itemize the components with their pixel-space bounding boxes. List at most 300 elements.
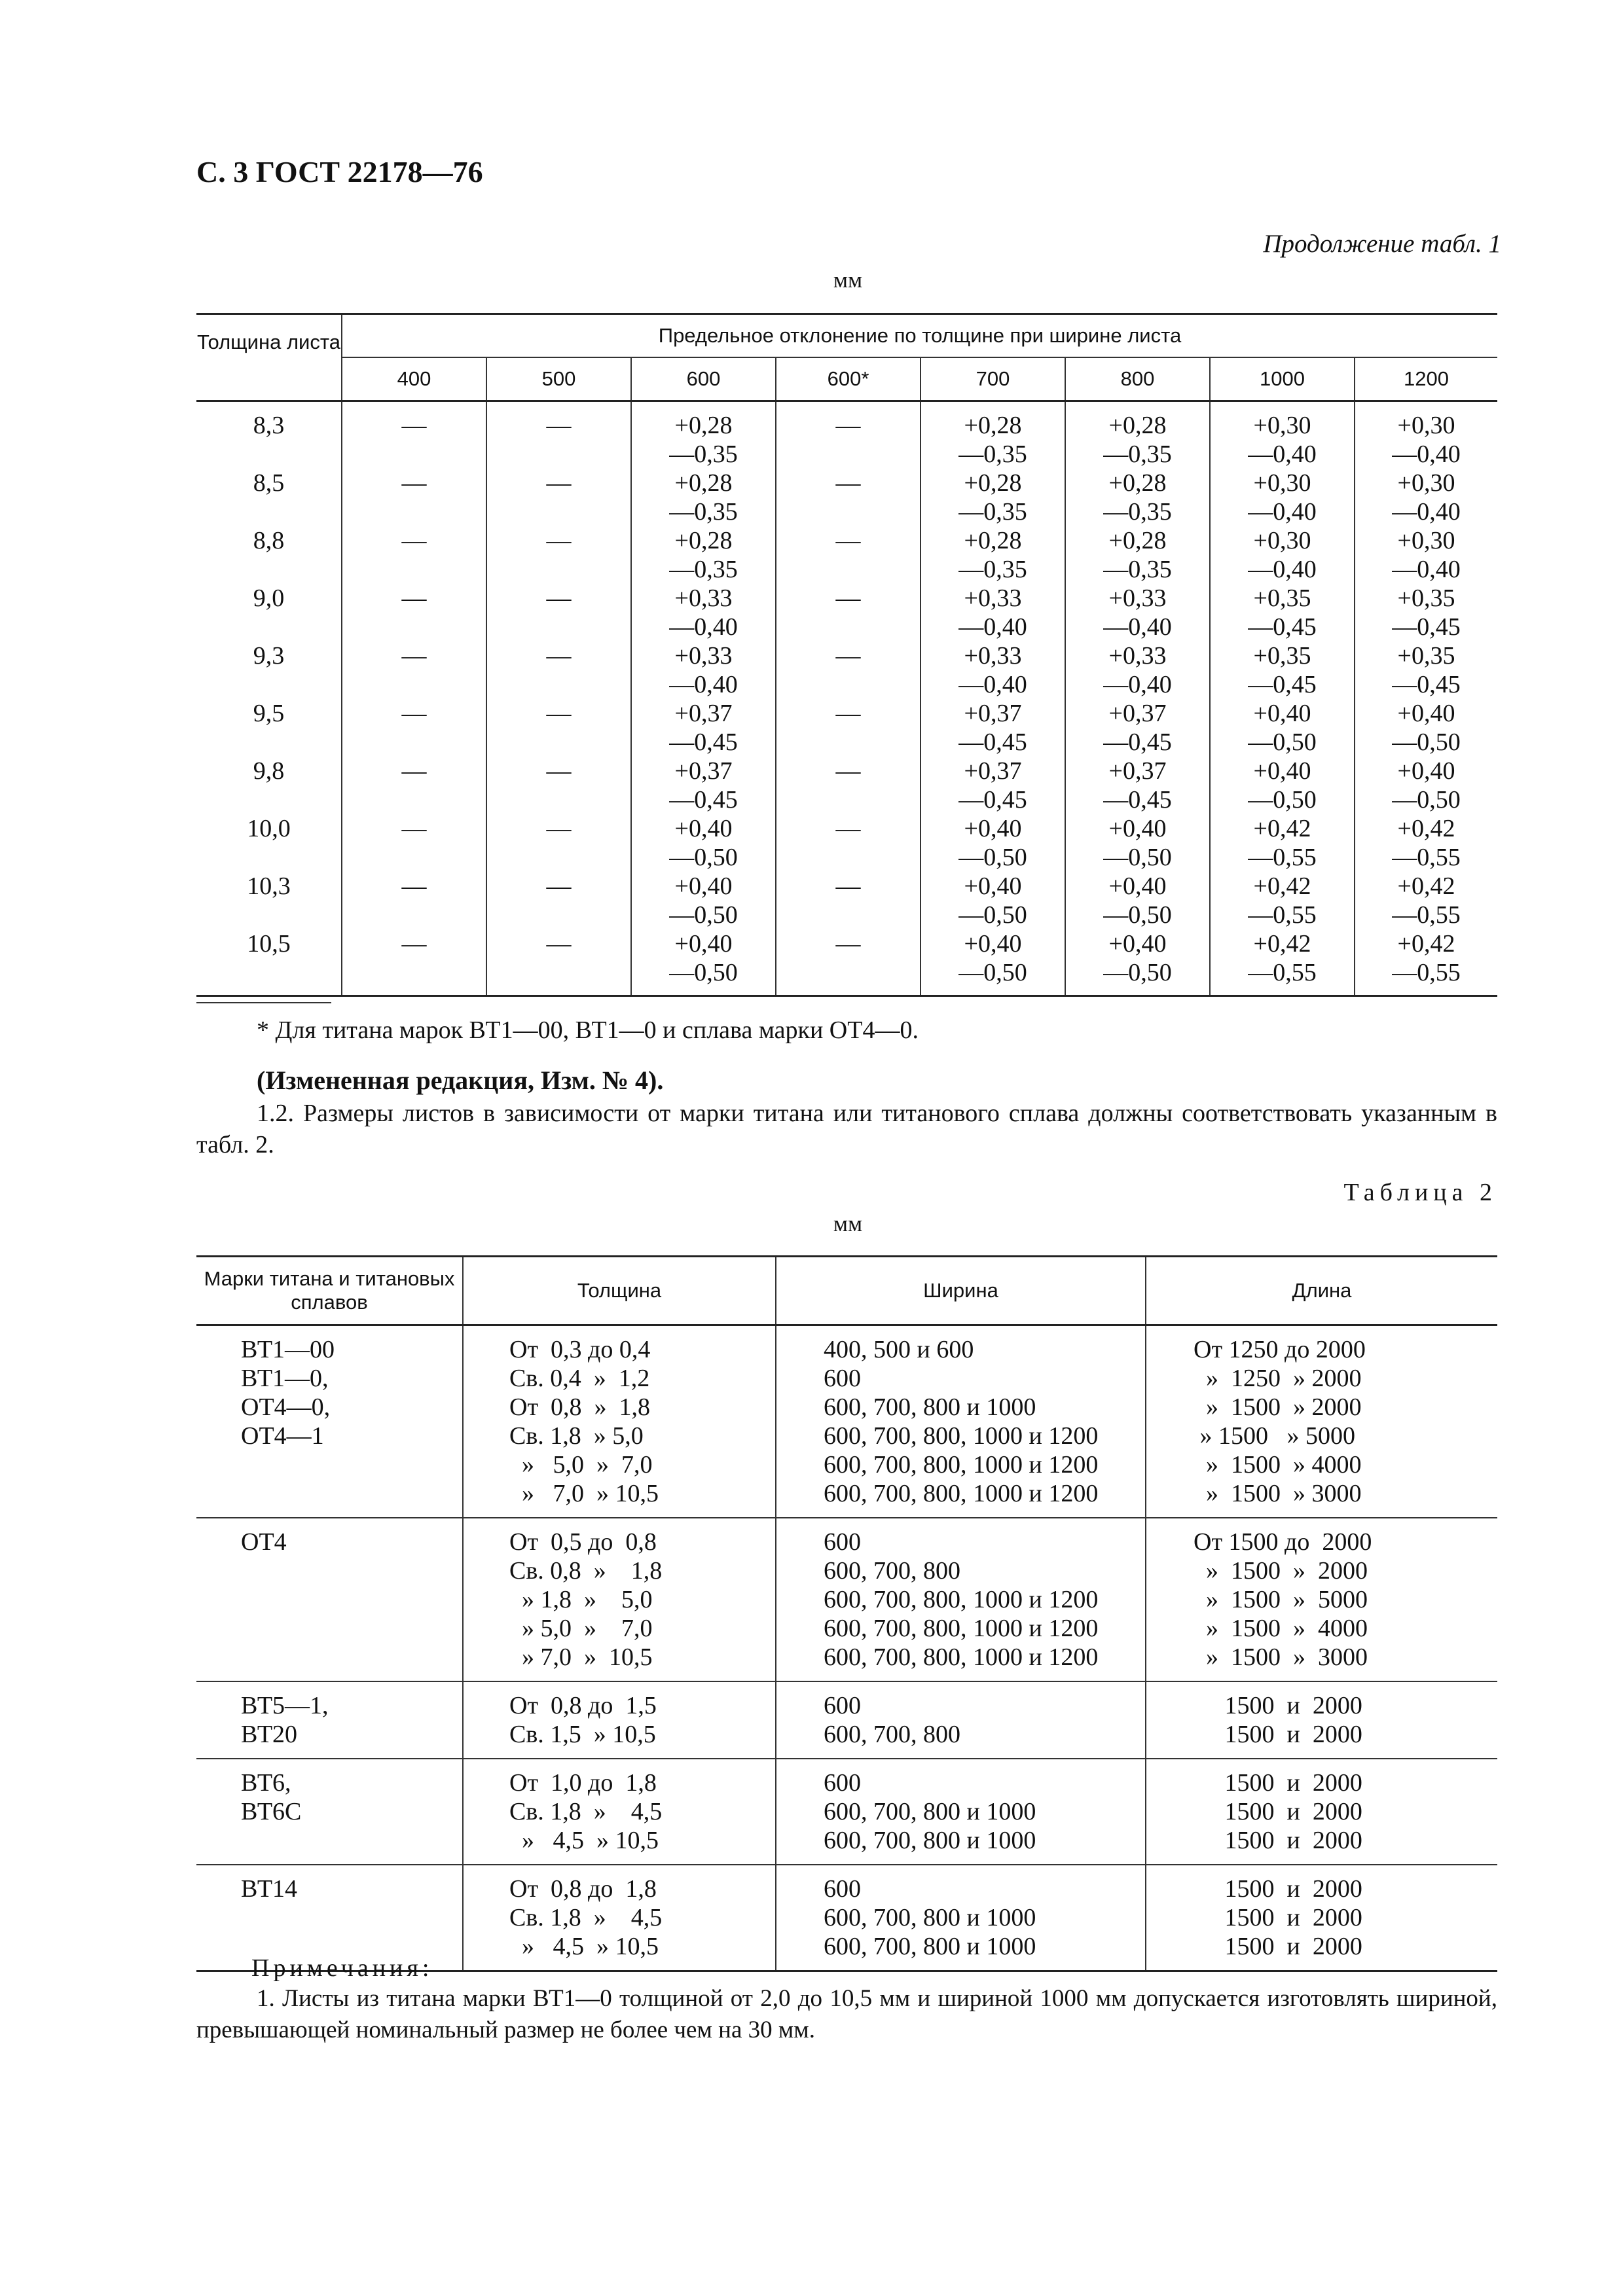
tolerance-value: +0,40 <box>674 872 733 900</box>
tolerance-value: +0,35 <box>1253 584 1311 612</box>
tolerance-value: —0,45 <box>669 728 738 756</box>
tolerance-value: —0,50 <box>1392 786 1461 814</box>
cell-line: От 0,3 до 0,4 <box>509 1336 651 1363</box>
table1-tolerance-cell <box>631 699 776 757</box>
tolerance-value: +0,33 <box>1108 584 1167 612</box>
cell-line: ОТ4—0, <box>241 1393 331 1421</box>
tolerance-value: — <box>835 642 861 670</box>
cell-line: ВТ14 <box>241 1875 298 1903</box>
table2-width-cell <box>776 1865 1146 1971</box>
tolerance-value: +0,40 <box>1253 757 1311 785</box>
changed-edition-note: (Измененная редакция, Изм. № 4). <box>257 1066 664 1095</box>
tolerance-value: — <box>401 815 427 842</box>
table2-column-header: Марки титана и титановых сплавов <box>196 1257 463 1325</box>
table2-thickness-cell <box>463 1865 776 1971</box>
tolerance-value: —0,45 <box>669 786 738 814</box>
table2-grade-cell <box>196 1325 463 1518</box>
tolerance-value: —0,55 <box>1248 901 1317 929</box>
table1-tolerance-cell <box>921 699 1065 757</box>
table1-tolerance-cell <box>631 814 776 872</box>
table2-title: Таблица 2 <box>1343 1179 1497 1206</box>
table-row <box>196 1681 1497 1759</box>
table1-tolerance-cell <box>631 401 776 469</box>
tolerance-value: +0,40 <box>1108 872 1167 900</box>
table1-tolerance-cell <box>921 584 1065 641</box>
cell-line: 1500 и 2000 <box>1194 1904 1362 1931</box>
table2-width-cell <box>776 1518 1146 1681</box>
cell-line: ОТ4—1 <box>241 1422 324 1450</box>
tolerance-value: —0,45 <box>1392 671 1461 698</box>
tolerance-value: — <box>546 412 572 439</box>
table2-grade-cell <box>196 1681 463 1759</box>
tolerance-value: —0,35 <box>958 440 1027 468</box>
table1-tolerance-cell <box>342 469 486 526</box>
cell-line: ОТ4 <box>241 1528 287 1556</box>
cell-line: От 0,5 до 0,8 <box>509 1528 657 1556</box>
tolerance-value: +0,40 <box>674 930 733 958</box>
tolerance-value: — <box>401 412 427 439</box>
table1-tolerance-cell <box>342 641 486 699</box>
tolerance-value: +0,37 <box>964 757 1022 785</box>
cell-line: 600, 700, 800 <box>824 1557 960 1585</box>
table1-tolerance-cell <box>342 526 486 584</box>
table-row <box>196 757 1497 814</box>
tolerance-value: —0,35 <box>669 556 738 583</box>
table-row <box>196 814 1497 872</box>
table2-column-header: Толщина <box>463 1257 776 1325</box>
tolerance-value: —0,50 <box>1103 844 1172 871</box>
tolerance-value: — <box>546 642 572 670</box>
table1-group-header: Предельное отклонение по толщине при ширине листа <box>342 314 1497 358</box>
tolerance-value: +0,28 <box>674 527 733 554</box>
cell-line: 600, 700, 800, 1000 и 1200 <box>824 1643 1099 1671</box>
table-row <box>196 469 1497 526</box>
tolerance-value: —0,35 <box>1103 440 1172 468</box>
table1-tolerance-cell <box>921 929 1065 996</box>
tolerance-value: —0,50 <box>1248 728 1317 756</box>
table2-thickness-cell <box>463 1681 776 1759</box>
tolerance-value: — <box>401 700 427 727</box>
tolerance-value: +0,33 <box>1108 642 1167 670</box>
cell-line: 600, 700, 800 и 1000 <box>824 1798 1036 1825</box>
tolerance-value: +0,30 <box>1253 469 1311 497</box>
table2-length-cell <box>1146 1681 1497 1759</box>
table1-width-header: 1000 <box>1210 357 1355 401</box>
tolerance-value: —0,45 <box>1103 728 1172 756</box>
tolerance-value: +0,30 <box>1397 527 1455 554</box>
table1-tolerance-cell <box>1355 469 1497 526</box>
table1-tolerance-cell <box>921 814 1065 872</box>
tolerance-value: —0,45 <box>1248 671 1317 698</box>
table1-tolerance-cell <box>631 584 776 641</box>
cell-line: » 1,8 » 5,0 <box>509 1586 653 1613</box>
tolerance-value: — <box>401 872 427 900</box>
table1-tolerance-cell <box>921 469 1065 526</box>
tolerance-value: —0,50 <box>1103 901 1172 929</box>
cell-line: От 0,8 до 1,5 <box>509 1692 657 1719</box>
tolerance-value: — <box>835 930 861 958</box>
cell-line: 600, 700, 800, 1000 и 1200 <box>824 1615 1099 1642</box>
table1-tolerance-cell <box>486 699 631 757</box>
tolerance-value: — <box>546 757 572 785</box>
table2-thickness-cell <box>463 1325 776 1518</box>
table1-tolerance-cell <box>921 872 1065 929</box>
cell-line: » 7,0 » 10,5 <box>509 1643 653 1671</box>
tolerance-value: +0,30 <box>1397 469 1455 497</box>
tolerance-value: +0,35 <box>1397 642 1455 670</box>
table2-thickness-cell <box>463 1518 776 1681</box>
tolerance-value: +0,28 <box>964 469 1022 497</box>
table1-tolerance-cell <box>921 526 1065 584</box>
table1-tolerance-cell <box>776 757 921 814</box>
table-row <box>196 1325 1497 1518</box>
tolerance-value: —0,40 <box>958 613 1027 641</box>
tolerance-value: —0,40 <box>1103 613 1172 641</box>
table1-tolerance-cell <box>486 872 631 929</box>
table1-tolerance-cell <box>631 872 776 929</box>
table1-tolerance-cell <box>486 401 631 469</box>
table1-tolerance-cell <box>486 526 631 584</box>
table-row <box>196 401 1497 469</box>
cell-line: От 0,8 до 1,8 <box>509 1875 657 1903</box>
table1-tolerance-cell <box>631 929 776 996</box>
tolerance-value: —0,45 <box>1392 613 1461 641</box>
table1-thickness-cell: 9,5 <box>253 700 285 727</box>
table1-tolerance-cell <box>1355 584 1497 641</box>
footnote-divider <box>196 1002 331 1003</box>
table1-tolerance-cell <box>486 814 631 872</box>
cell-line: 600, 700, 800 и 1000 <box>824 1393 1036 1421</box>
table-continuation-label: Продолжение табл. 1 <box>1263 230 1501 258</box>
cell-line: » 5,0 » 7,0 <box>509 1615 653 1642</box>
table1-tolerance-cell <box>1210 584 1355 641</box>
tolerance-value: +0,40 <box>1253 700 1311 727</box>
tolerance-value: +0,42 <box>1397 930 1455 958</box>
tolerance-value: —0,35 <box>669 440 738 468</box>
cell-line: 1500 и 2000 <box>1194 1798 1362 1825</box>
table1-tolerance-cell <box>1210 526 1355 584</box>
tolerance-value: —0,55 <box>1248 959 1317 986</box>
tolerance-value: —0,55 <box>1392 844 1461 871</box>
table1-width-header: 800 <box>1065 357 1210 401</box>
tolerance-value: — <box>546 584 572 612</box>
table1-width-header: 700 <box>921 357 1065 401</box>
cell-line: 1500 и 2000 <box>1194 1721 1362 1748</box>
table-row <box>196 929 1497 996</box>
tolerance-value: —0,40 <box>1248 440 1317 468</box>
tolerance-value: +0,40 <box>964 872 1022 900</box>
tolerance-value: —0,45 <box>1248 613 1317 641</box>
tolerance-value: +0,40 <box>964 930 1022 958</box>
cell-line: » 1500 » 2000 <box>1194 1557 1368 1585</box>
tolerance-value: — <box>401 930 427 958</box>
tolerance-value: —0,50 <box>958 844 1027 871</box>
tolerance-value: +0,37 <box>1108 757 1167 785</box>
tolerance-value: +0,33 <box>964 584 1022 612</box>
cell-line: ВТ5—1, <box>241 1692 329 1719</box>
table1-tolerance-cell <box>1355 526 1497 584</box>
table1-width-header: 600* <box>776 357 921 401</box>
cell-line: Св. 1,5 » 10,5 <box>509 1721 656 1748</box>
tolerance-value: +0,28 <box>1108 527 1167 554</box>
cell-line: Св. 0,8 » 1,8 <box>509 1557 663 1585</box>
table1-thickness-cell: 9,8 <box>253 757 285 785</box>
tolerance-value: —0,45 <box>958 728 1027 756</box>
tolerance-value: +0,28 <box>964 527 1022 554</box>
tolerance-value: — <box>835 815 861 842</box>
table1-width-header: 1200 <box>1355 357 1497 401</box>
tolerance-value: +0,40 <box>1108 815 1167 842</box>
table1-tolerance-cell <box>1065 641 1210 699</box>
table1-tolerance-cell <box>776 929 921 996</box>
table1-tolerance-cell <box>776 699 921 757</box>
table1-tolerance-cell <box>1355 929 1497 996</box>
table1-thickness-cell: 10,5 <box>247 930 291 958</box>
tolerance-value: — <box>835 527 861 554</box>
table1-tolerance-cell <box>1065 584 1210 641</box>
table1-tolerance-cell <box>631 641 776 699</box>
cell-line: ВТ1—0, <box>241 1365 329 1392</box>
table2-sheet-dimensions <box>196 1255 1497 1972</box>
table1-tolerance-cell <box>486 641 631 699</box>
tolerance-value: — <box>835 757 861 785</box>
cell-line: » 7,0 » 10,5 <box>509 1480 659 1507</box>
table2-column-header: Ширина <box>776 1257 1146 1325</box>
tolerance-value: +0,42 <box>1397 815 1455 842</box>
cell-line: 1500 и 2000 <box>1194 1933 1362 1960</box>
tolerance-value: +0,37 <box>1108 700 1167 727</box>
table1-tolerance-cell <box>1210 469 1355 526</box>
tolerance-value: —0,35 <box>669 498 738 526</box>
tolerance-value: —0,50 <box>958 901 1027 929</box>
table-row <box>196 641 1497 699</box>
table2-column-header: Длина <box>1146 1257 1497 1325</box>
tolerance-value: — <box>546 872 572 900</box>
table1-tolerance-cell <box>342 401 486 469</box>
tolerance-value: —0,50 <box>1103 959 1172 986</box>
table1-tolerance-cell <box>776 872 921 929</box>
cell-line: » 5,0 » 7,0 <box>509 1451 653 1479</box>
tolerance-value: —0,45 <box>1103 786 1172 814</box>
tolerance-value: +0,28 <box>1108 412 1167 439</box>
table1-tolerance-cell <box>486 469 631 526</box>
tolerance-value: +0,35 <box>1397 584 1455 612</box>
table1-tolerance-cell <box>776 526 921 584</box>
table2-width-cell <box>776 1325 1146 1518</box>
tolerance-value: +0,30 <box>1253 412 1311 439</box>
notes-heading: Примечания: <box>251 1954 433 1982</box>
table1-tolerance-cell <box>1355 757 1497 814</box>
tolerance-value: —0,55 <box>1248 844 1317 871</box>
tolerance-value: — <box>546 815 572 842</box>
tolerance-value: +0,37 <box>964 700 1022 727</box>
table1-tolerance-cell <box>1210 872 1355 929</box>
tolerance-value: —0,45 <box>958 786 1027 814</box>
cell-line: » 4,5 » 10,5 <box>509 1933 659 1960</box>
tolerance-value: +0,30 <box>1253 527 1311 554</box>
note-item: 1. Листы из титана марки ВТ1—0 толщиной от 2,0 до 10,5 мм и шириной 1000 мм допускается изготовлять шириной, превышающей номинальный размер не более чем на 30 мм. <box>196 1985 1497 2043</box>
paragraph-1-2: 1.2. Размеры листов в зависимости от марки титана или титанового сплава должны соответствовать указанным в табл. 2. <box>196 1100 1497 1158</box>
table1-thickness-cell: 10,3 <box>247 872 291 900</box>
tolerance-value: —0,55 <box>1392 959 1461 986</box>
tolerance-value: +0,42 <box>1253 872 1311 900</box>
table1-tolerance-cell <box>1065 757 1210 814</box>
table1-tolerance-cell <box>631 526 776 584</box>
tolerance-value: — <box>835 584 861 612</box>
table2-grade-cell <box>196 1518 463 1681</box>
tolerance-value: +0,40 <box>964 815 1022 842</box>
tolerance-value: +0,40 <box>674 815 733 842</box>
table1-tolerance-cell <box>342 814 486 872</box>
tolerance-value: +0,42 <box>1397 872 1455 900</box>
tolerance-value: — <box>835 872 861 900</box>
tolerance-value: +0,37 <box>674 757 733 785</box>
tolerance-value: +0,40 <box>1108 930 1167 958</box>
cell-line: Св. 1,8 » 5,0 <box>509 1422 644 1450</box>
cell-line: От 1500 до 2000 <box>1194 1528 1372 1556</box>
table-row <box>196 872 1497 929</box>
tolerance-value: — <box>835 469 861 497</box>
table1-tolerance-cell <box>1065 699 1210 757</box>
tolerance-value: —0,35 <box>958 498 1027 526</box>
table2-length-cell <box>1146 1325 1497 1518</box>
tolerance-value: — <box>546 527 572 554</box>
table1-tolerance-cell <box>1355 872 1497 929</box>
tolerance-value: — <box>835 700 861 727</box>
tolerance-value: —0,50 <box>669 901 738 929</box>
table1-unit: мм <box>833 267 863 293</box>
table1-tolerance-cell <box>342 757 486 814</box>
table1-tolerance-cell <box>921 401 1065 469</box>
tolerance-value: — <box>401 527 427 554</box>
cell-line: » 1500 » 3000 <box>1194 1480 1362 1507</box>
table1-thickness-tolerance <box>196 313 1497 997</box>
table1-width-header: 600 <box>631 357 776 401</box>
table1-thickness-cell: 9,0 <box>253 584 285 612</box>
table1-thickness-cell: 8,8 <box>253 527 285 554</box>
table1-tolerance-cell <box>921 641 1065 699</box>
cell-line: От 1,0 до 1,8 <box>509 1769 657 1797</box>
table-row <box>196 1759 1497 1865</box>
cell-line: 600, 700, 800 и 1000 <box>824 1904 1036 1931</box>
tolerance-value: —0,55 <box>1392 901 1461 929</box>
table2-width-cell <box>776 1681 1146 1759</box>
tolerance-value: — <box>401 757 427 785</box>
table1-tolerance-cell <box>1210 929 1355 996</box>
tolerance-value: +0,33 <box>674 584 733 612</box>
table1-tolerance-cell <box>342 872 486 929</box>
tolerance-value: —0,40 <box>1392 556 1461 583</box>
table1-tolerance-cell <box>1065 872 1210 929</box>
cell-line: 400, 500 и 600 <box>824 1336 974 1363</box>
table1-tolerance-cell <box>776 814 921 872</box>
tolerance-value: —0,40 <box>1392 498 1461 526</box>
table-row <box>196 1518 1497 1681</box>
cell-line: » 1500 » 3000 <box>1194 1643 1368 1671</box>
cell-line: » 1500 » 2000 <box>1194 1393 1362 1421</box>
table1-tolerance-cell <box>486 929 631 996</box>
tolerance-value: —0,40 <box>669 613 738 641</box>
table1-tolerance-cell <box>342 699 486 757</box>
tolerance-value: +0,42 <box>1253 815 1311 842</box>
tolerance-value: +0,33 <box>964 642 1022 670</box>
table1-tolerance-cell <box>1065 401 1210 469</box>
tolerance-value: —0,50 <box>958 959 1027 986</box>
table1-tolerance-cell <box>486 584 631 641</box>
table1-tolerance-cell <box>1065 814 1210 872</box>
table1-tolerance-cell <box>1065 469 1210 526</box>
table2-unit: мм <box>833 1211 863 1236</box>
table1-tolerance-cell <box>1355 699 1497 757</box>
table1-thickness-cell: 9,3 <box>253 642 285 670</box>
tolerance-value: — <box>835 412 861 439</box>
cell-line: 1500 и 2000 <box>1194 1769 1362 1797</box>
cell-line: 1500 и 2000 <box>1194 1827 1362 1854</box>
cell-line: Св. 1,8 » 4,5 <box>509 1798 663 1825</box>
table1-tolerance-cell <box>776 401 921 469</box>
cell-line: От 0,8 » 1,8 <box>509 1393 651 1421</box>
cell-line: 600, 700, 800 и 1000 <box>824 1933 1036 1960</box>
table1-tolerance-cell <box>1355 401 1497 469</box>
tolerance-value: —0,50 <box>1392 728 1461 756</box>
tolerance-value: — <box>546 469 572 497</box>
cell-line: 600, 700, 800, 1000 и 1200 <box>824 1451 1099 1479</box>
tolerance-value: — <box>401 642 427 670</box>
table1-tolerance-cell <box>1355 641 1497 699</box>
table-row <box>196 584 1497 641</box>
cell-line: 600 <box>824 1692 861 1719</box>
tolerance-value: +0,30 <box>1397 412 1455 439</box>
table1-thickness-cell: 10,0 <box>247 815 291 842</box>
table1-tolerance-cell <box>631 757 776 814</box>
table-row <box>196 526 1497 584</box>
table1-tolerance-cell <box>342 584 486 641</box>
tolerance-value: —0,40 <box>1103 671 1172 698</box>
tolerance-value: — <box>401 584 427 612</box>
table2-grade-cell <box>196 1759 463 1865</box>
cell-line: 600, 700, 800, 1000 и 1200 <box>824 1480 1099 1507</box>
tolerance-value: — <box>546 700 572 727</box>
cell-line: ВТ6С <box>241 1798 302 1825</box>
cell-line: 600 <box>824 1769 861 1797</box>
cell-line: 600 <box>824 1875 861 1903</box>
cell-line: » 1500 » 4000 <box>1194 1451 1362 1479</box>
cell-line: 1500 и 2000 <box>1194 1692 1362 1719</box>
tolerance-value: —0,35 <box>1103 556 1172 583</box>
table1-tolerance-cell <box>776 469 921 526</box>
tolerance-value: +0,28 <box>964 412 1022 439</box>
table1-tolerance-cell <box>1065 526 1210 584</box>
tolerance-value: —0,50 <box>669 959 738 986</box>
table1-corner-header: Толщина листа <box>196 314 342 401</box>
table1-width-header: 500 <box>486 357 631 401</box>
cell-line: 1500 и 2000 <box>1194 1875 1362 1903</box>
table2-length-cell <box>1146 1518 1497 1681</box>
tolerance-value: —0,35 <box>1103 498 1172 526</box>
tolerance-value: +0,37 <box>674 700 733 727</box>
tolerance-value: —0,50 <box>1248 786 1317 814</box>
tolerance-value: +0,35 <box>1253 642 1311 670</box>
table1-tolerance-cell <box>776 641 921 699</box>
cell-line: Св. 1,8 » 4,5 <box>509 1904 663 1931</box>
table1-footnote: * Для титана марок ВТ1—00, ВТ1—0 и сплава марки ОТ4—0. <box>257 1016 919 1044</box>
table1-width-header: 400 <box>342 357 486 401</box>
cell-line: 600, 700, 800 и 1000 <box>824 1827 1036 1854</box>
cell-line: ВТ1—00 <box>241 1336 335 1363</box>
tolerance-value: —0,35 <box>958 556 1027 583</box>
cell-line: 600 <box>824 1365 861 1392</box>
table1-tolerance-cell <box>1210 699 1355 757</box>
